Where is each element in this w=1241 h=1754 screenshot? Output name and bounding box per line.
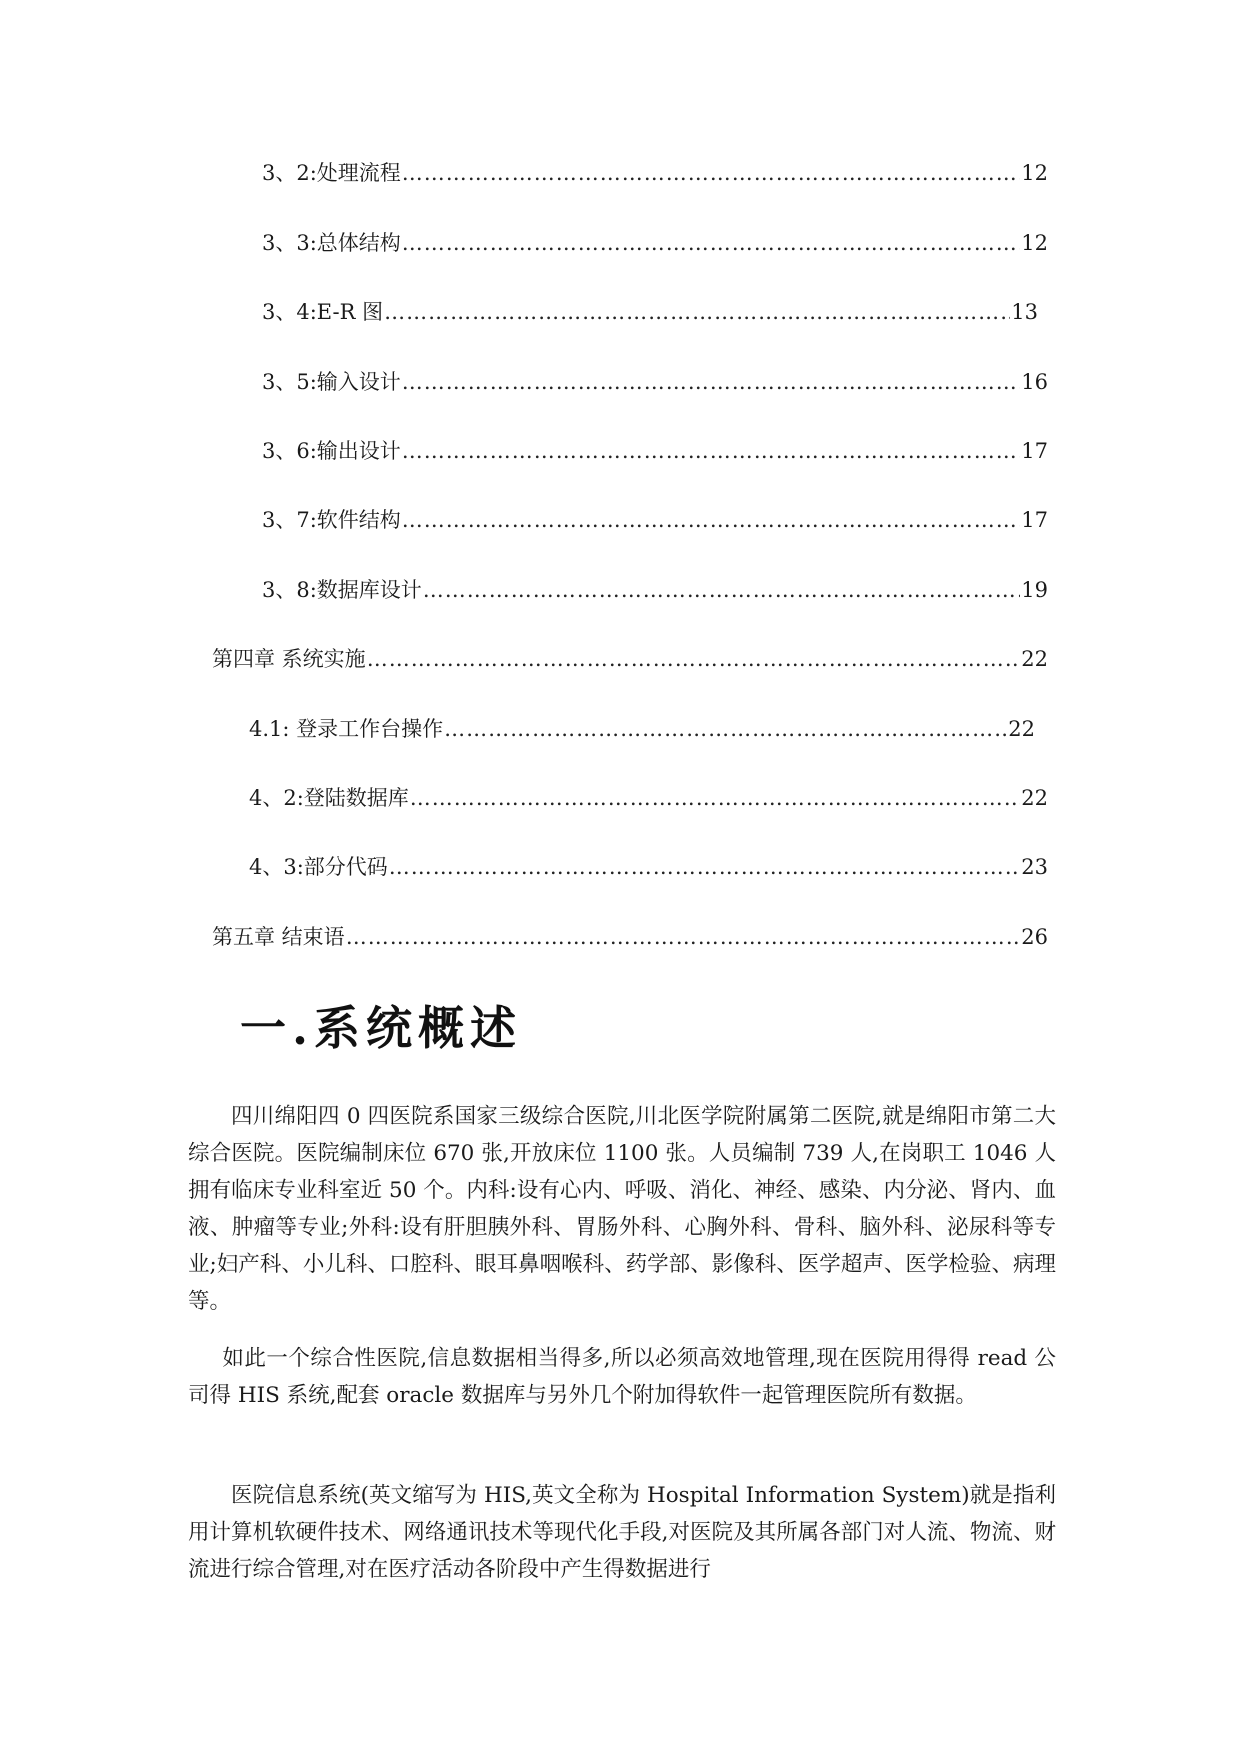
body-paragraph: 如此一个综合性医院,信息数据相当得多,所以必须高效地管理,现在医院用得得 read 公司得 HIS 系统,配套 oracle 数据库与另外几个附加得软件一起管理医院所有数据。 [188, 1346, 1056, 1408]
toc-entry-page: 22 [1021, 786, 1048, 810]
toc-leader-dots [402, 158, 1020, 188]
toc-entry[interactable] [262, 505, 1048, 535]
toc-entry[interactable] [262, 575, 1048, 605]
toc-entry-page: 13 [1011, 300, 1038, 324]
toc-leader-dots [410, 783, 1020, 813]
toc-entry[interactable] [262, 436, 1048, 466]
toc-leader-dots [384, 297, 1010, 327]
toc-entry[interactable] [249, 783, 1048, 813]
toc-entry-label: 4、2:登陆数据库 [249, 786, 409, 810]
toc-entry-page: 17 [1021, 508, 1048, 532]
toc-leader-dots [444, 714, 1007, 744]
body-paragraph: 医院信息系统(英文缩写为 HIS,英文全称为 Hospital Information System)就是指利用计算机软硬件技术、网络通讯技术等现代化手段,对医院及其所属各部门对人流、物流、财流进行综合管理,对在医疗活动各阶段中产生得数据进行 [188, 1483, 1056, 1582]
toc-entry-label: 第五章 结束语 [212, 925, 345, 949]
toc-leader-dots [402, 367, 1020, 397]
toc-entry-page: 17 [1021, 439, 1048, 463]
toc-entry[interactable] [262, 228, 1048, 258]
toc-entry-page: 12 [1021, 161, 1048, 185]
toc-entry[interactable] [212, 922, 1048, 952]
toc-leader-dots [402, 228, 1020, 258]
toc-leader-dots [367, 644, 1021, 674]
toc-leader-dots [423, 575, 1020, 605]
body-paragraph: 四川绵阳四 0 四医院系国家三级综合医院,川北医学院附属第二医院,就是绵阳市第二大综合医院。医院编制床位 670 张,开放床位 1100 张。人员编制 739 人,在岗职工 1046 人 拥有临床专业科室近 50 个。内科:设有心内、呼吸、消化、神经、感染、内分泌、肾内、血液、肿瘤等专业;外科:设有肝胆胰外科、胃肠外科、心胸外科、骨科、脑外科、泌尿科等专业;妇产科、小儿科、口腔科、眼耳鼻咽喉科、药学部、影像科、医学超声、医学检验、病理等。 [188, 1104, 1056, 1314]
toc-entry-page: 26 [1021, 925, 1048, 949]
toc-leader-dots [346, 922, 1021, 952]
toc-entry-label: 3、5:输入设计 [262, 370, 401, 394]
toc-entry-page: 19 [1021, 578, 1048, 602]
toc-entry-label: 4.1: 登录工作台操作 [249, 717, 444, 741]
toc-entry-page: 16 [1021, 370, 1048, 394]
toc-entry-label: 3、6:输出设计 [262, 439, 401, 463]
toc-leader-dots [389, 852, 1020, 882]
toc-entry-label: 4、3:部分代码 [249, 855, 388, 879]
toc-entry[interactable] [262, 367, 1048, 397]
section-heading: 一.系统概述 [240, 1001, 523, 1055]
toc-entry-page: 22 [1008, 717, 1035, 741]
toc-entry-label: 3、7:软件结构 [262, 508, 401, 532]
toc-leader-dots [402, 436, 1020, 466]
toc-entry[interactable] [249, 852, 1048, 882]
toc-entry-label: 3、2:处理流程 [262, 161, 401, 185]
toc-entry[interactable] [262, 158, 1048, 188]
toc-entry-label: 3、3:总体结构 [262, 231, 401, 255]
toc-entry-label: 第四章 系统实施 [212, 647, 366, 671]
toc-entry[interactable] [212, 644, 1048, 674]
toc-entry-label: 3、4:E-R 图 [262, 300, 384, 324]
toc-leader-dots [402, 505, 1020, 535]
toc-entry[interactable] [262, 297, 1038, 327]
toc-entry-label: 3、8:数据库设计 [262, 578, 422, 602]
toc-entry-page: 23 [1021, 855, 1048, 879]
toc-entry[interactable] [249, 714, 1035, 744]
toc-entry-page: 12 [1021, 231, 1048, 255]
toc-entry-page: 22 [1021, 647, 1048, 671]
